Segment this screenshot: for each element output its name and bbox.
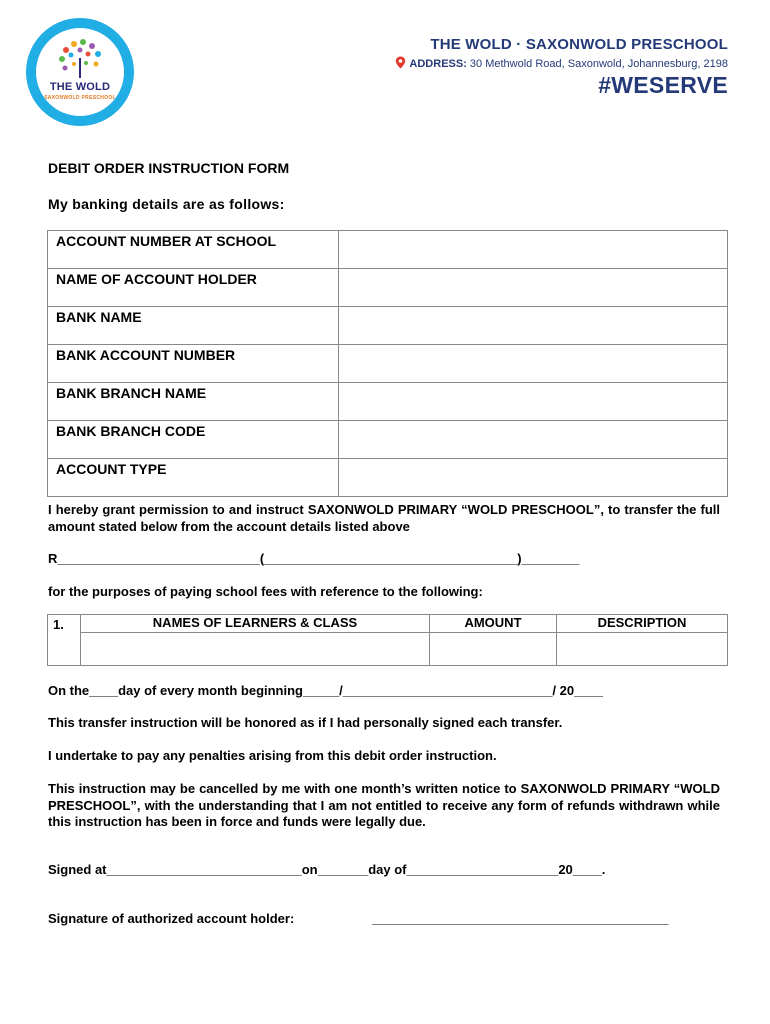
row-label: NAME OF ACCOUNT HOLDER [48,269,339,307]
school-logo [26,18,134,126]
location-pin-icon [395,56,406,69]
table-row [48,633,728,666]
purpose-text: for the purposes of paying school fees with reference to the following: [48,584,483,599]
table-row [48,383,728,421]
address-value: 30 Methwold Road, Saxonwold, Johannesburg, 2198 [466,58,728,70]
table-row [48,345,728,383]
learner-description-field[interactable] [557,633,728,666]
row-label: BANK NAME [48,307,339,345]
penalties-text: I undertake to pay any penalties arising from this debit order instruction. [48,748,497,763]
cancel-text: This instruction may be cancelled by me with one month’s written notice to SAXONWOLD PRIMARY “WOLD PRESCHOOL”, with the understanding that I am not entitled to receive any form of refunds withdrawn while this instruction has been in force and funds were legally due. [48,781,720,829]
learner-amount-field[interactable] [430,633,557,666]
school-name: THE WOLD · SAXONWOLD PRESCHOOL [430,36,728,53]
form-intro: My banking details are as follows: [48,196,285,212]
learner-names-field[interactable] [81,633,430,666]
row-label: ACCOUNT NUMBER AT SCHOOL [48,231,339,269]
form-title: DEBIT ORDER INSTRUCTION FORM [48,160,290,176]
honored-text: This transfer instruction will be honored as if I had personally signed each transfer. [48,715,563,730]
account-number-at-school-field[interactable] [339,231,728,269]
row-label: BANK ACCOUNT NUMBER [48,345,339,383]
column-header-amount: AMOUNT [430,615,557,633]
table-row [48,231,728,269]
logo-inner-circle [36,28,124,116]
row-label: BANK BRANCH CODE [48,421,339,459]
table-header-row [48,615,728,633]
learners-table [47,614,728,666]
signed-line[interactable]: Signed at___________________________on_______day of_____________________20____. [48,862,606,877]
logo-subtitle: SAXONWOLD PRESCHOOL [44,95,116,101]
row-label: BANK BRANCH NAME [48,383,339,421]
tree-icon [36,28,124,116]
banking-details-table [47,230,728,497]
table-row [48,269,728,307]
column-header-names: NAMES OF LEARNERS & CLASS [81,615,430,633]
day-line[interactable]: On the____day of every month beginning_____/_____________________________/ 20____ [48,683,604,698]
bank-account-number-field[interactable] [339,345,728,383]
permission-text: I hereby grant permission to and instruct SAXONWOLD PRIMARY “WOLD PRESCHOOL”, to transfer the full amount stated below from the account details listed above [48,502,720,534]
bank-branch-name-field[interactable] [339,383,728,421]
row-number: 1. [48,615,81,666]
column-header-description: DESCRIPTION [557,615,728,633]
amount-line[interactable]: R____________________________(___________________________________)________ [48,551,580,566]
signature-line[interactable]: _________________________________________ [372,911,669,926]
bank-branch-code-field[interactable] [339,421,728,459]
table-row [48,421,728,459]
bank-name-field[interactable] [339,307,728,345]
logo-name: THE WOLD [49,81,111,93]
signature-label: Signature of authorized account holder: [48,911,295,926]
row-label: ACCOUNT TYPE [48,459,339,497]
hashtag: #WESERVE [598,72,728,98]
account-holder-name-field[interactable] [339,269,728,307]
address [395,56,728,70]
table-row [48,307,728,345]
account-type-field[interactable] [339,459,728,497]
table-row [48,459,728,497]
address-label: ADDRESS: [409,58,467,70]
